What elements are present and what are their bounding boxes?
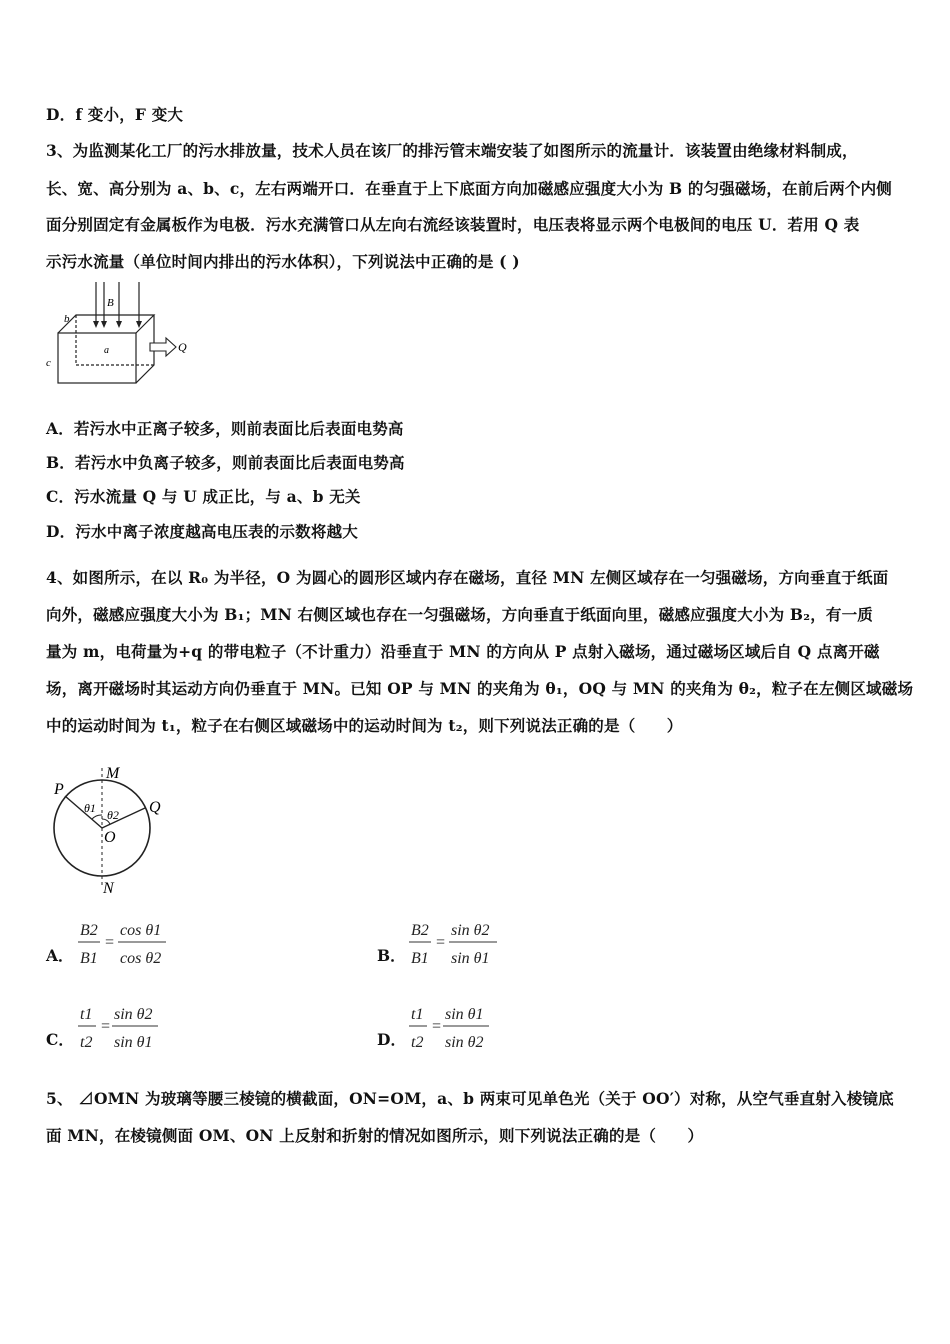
label-P: P — [54, 781, 64, 798]
q3-stem-line-4: 示污水流量（单位时间内排出的污水体积），下列说法中正确的是 ( ) — [46, 252, 520, 271]
q3-option-b: B．若污水中负离子较多，则前表面比后表面电势高 — [46, 453, 405, 472]
angle-theta1-arc — [92, 815, 102, 819]
frac-equals: = — [104, 934, 115, 951]
q5-stem-line-2: 面 MN，在棱镜侧面 OM、ON 上反射和折射的情况如图所示，则下列说法正确的是（ ） — [46, 1126, 704, 1145]
field-arrowhead — [116, 321, 122, 328]
q4-option-c-label: C． — [46, 1030, 74, 1049]
label-N: N — [103, 880, 114, 897]
label-Q: Q — [178, 340, 187, 354]
q4-option-a-formula — [74, 914, 184, 978]
frac-den-right: sin θ2 — [445, 1034, 484, 1051]
frac-num-left: t1 — [411, 1006, 424, 1023]
q4-option-d-formula — [405, 998, 515, 1062]
frac-den-right: sin θ1 — [451, 950, 490, 967]
q4-stem-line-4: 场，离开磁场时其运动方向仍垂直于 MN。已知 OP 与 MN 的夹角为 θ₁，OQ 与 MN 的夹角为 θ₂，粒子在左侧区域磁场 — [46, 679, 914, 698]
label-O: O — [104, 829, 116, 846]
circle-field-diagram — [48, 758, 178, 898]
label-a: a — [104, 345, 109, 356]
q4-option-d-label: D． — [377, 1030, 406, 1049]
q3-stem-line-1: 3、为监测某化工厂的污水排放量，技术人员在该厂的排污管末端安装了如图所示的流量计．该装置由绝缘材料制成， — [46, 141, 858, 160]
frac-den-right: cos θ2 — [120, 950, 162, 967]
q5-stem-line-1: 5、 ⊿OMN 为玻璃等腰三棱镜的横截面，ON=OM，a、b 两束可见单色光（关于 OO′）对称，从空气垂直射入棱镜底 — [46, 1089, 894, 1108]
field-arrowhead — [136, 321, 142, 328]
q4-option-c-formula — [74, 998, 184, 1062]
flow-meter-figure — [44, 278, 204, 397]
frac-den-left: B1 — [80, 950, 98, 967]
label-theta2: θ2 — [107, 808, 119, 822]
frac-num-right: sin θ1 — [445, 1006, 484, 1023]
frac-den-left: B1 — [411, 950, 429, 967]
label-B: B — [107, 297, 114, 309]
q4-option-b-formula — [405, 914, 515, 978]
q2-option-d: D．f 变小，F 变大 — [46, 105, 184, 124]
q3-option-c: C．污水流量 Q 与 U 成正比，与 a、b 无关 — [46, 487, 361, 506]
frac-num-right: sin θ2 — [114, 1006, 153, 1023]
label-theta1: θ1 — [84, 801, 96, 815]
frac-den-left: t2 — [80, 1034, 93, 1051]
q4-stem-line-3: 量为 m，电荷量为+q 的带电粒子（不计重力）沿垂直于 MN 的方向从 P 点射入磁场，通过磁场区域后自 Q 点离开磁 — [46, 642, 880, 661]
frac-equals: = — [431, 1018, 442, 1035]
q4-option-a-label: A． — [46, 946, 74, 965]
field-arrowhead — [101, 321, 107, 328]
q3-stem-line-3: 面分别固定有金属板作为电极．污水充满管口从左向右流经该装置时，电压表将显示两个电极间的电压 U．若用 Q 表 — [46, 215, 860, 234]
q3-stem-line-2: 长、宽、高分别为 a、b、c，左右两端开口．在垂直于上下底面方向加磁感应强度大小为 B 的匀强磁场，在前后两个内侧 — [46, 179, 893, 198]
box-front-face — [58, 333, 136, 383]
q4-option-b-label: B． — [377, 946, 406, 965]
frac-den-left: t2 — [411, 1034, 424, 1051]
frac-num-right: sin θ2 — [451, 922, 490, 939]
frac-num-left: B2 — [80, 922, 98, 939]
circle-field-figure — [48, 758, 178, 902]
q4-stem-line-2: 向外，磁感应强度大小为 B₁；MN 右侧区域也存在一匀强磁场，方向垂直于纸面向里，磁感应强度大小为 B₂，有一质 — [46, 605, 873, 624]
q4-stem-line-5: 中的运动时间为 t₁，粒子在右侧区域磁场中的运动时间为 t₂，则下列说法正确的是（ ） — [46, 716, 683, 735]
frac-num-left: t1 — [80, 1006, 93, 1023]
frac-den-right: sin θ1 — [114, 1034, 153, 1051]
q3-option-a: A．若污水中正离子较多，则前表面比后表面电势高 — [46, 419, 404, 438]
label-b: b — [64, 313, 70, 325]
label-M: M — [106, 765, 120, 782]
label-c: c — [46, 357, 51, 369]
frac-num-left: B2 — [411, 922, 429, 939]
frac-num-right: cos θ1 — [120, 922, 162, 939]
q4-stem-line-1: 4、如图所示，在以 R₀ 为半径，O 为圆心的圆形区域内存在磁场，直径 MN 左侧区域存在一匀强磁场，方向垂直于纸面 — [46, 568, 889, 587]
field-arrowhead — [93, 321, 99, 328]
label-Q: Q — [149, 799, 161, 816]
q3-option-d: D．污水中离子浓度越高电压表的示数将越大 — [46, 522, 358, 541]
flow-meter-diagram — [44, 278, 204, 393]
frac-equals: = — [435, 934, 446, 951]
frac-equals: = — [100, 1018, 111, 1035]
